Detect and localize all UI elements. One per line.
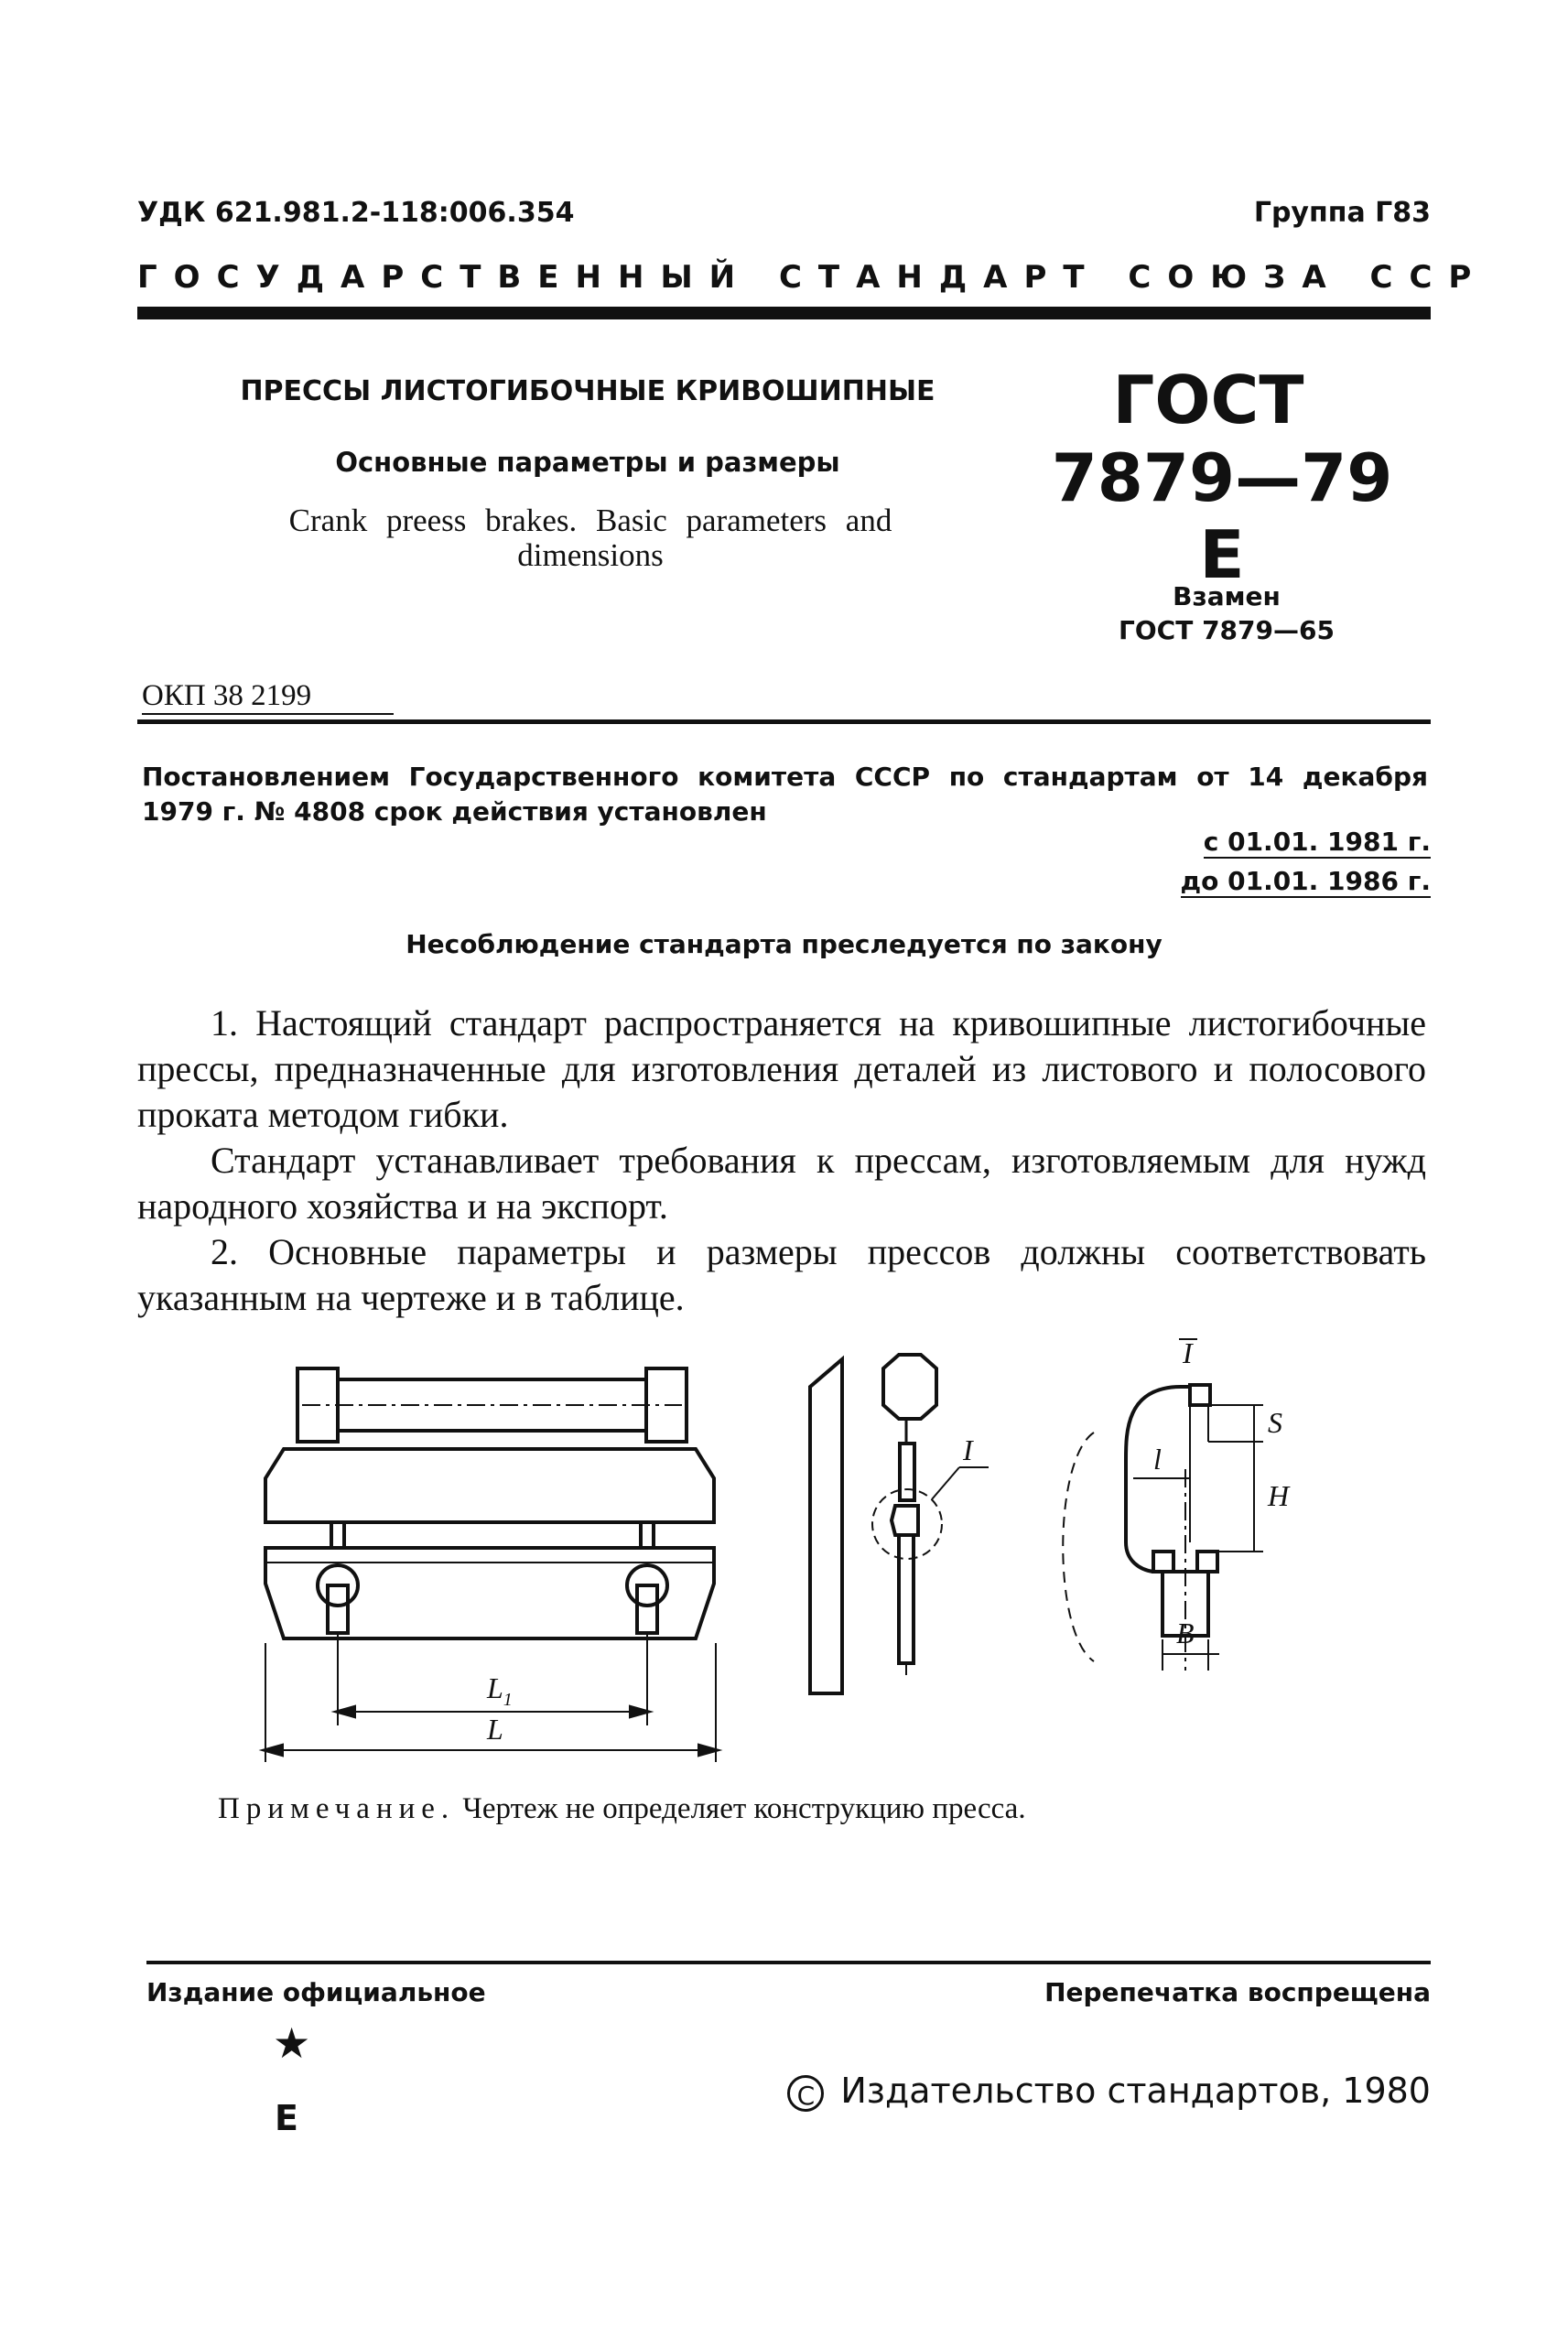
middle-rule: [137, 719, 1431, 724]
paragraph-2: Стандарт устанавливает требования к прессам, изготовляемым для нужд народного хозяйства и на экспорт.: [137, 1140, 1426, 1227]
detail-title-label: I: [1183, 1336, 1193, 1369]
gost-number: 7879—79 Е: [1051, 439, 1393, 593]
copyright-icon: C: [787, 2075, 824, 2112]
bottom-rule: [146, 1961, 1431, 1964]
dimension-label-s: S: [1268, 1406, 1282, 1439]
dimension-label-l1: $L_1$: [487, 1671, 513, 1710]
document-title: ПРЕССЫ ЛИСТОГИБОЧНЫЕ КРИВОШИПНЫЕ: [240, 375, 935, 407]
note-text: Чертеж не определяет конструкцию пресса.: [462, 1792, 1026, 1825]
validity-to: до 01.01. 1986 г.: [1180, 866, 1431, 896]
copyright-line: [787, 2071, 1431, 2112]
document-subtitle: Основные параметры и размеры: [335, 447, 840, 478]
press-drawing: [247, 1332, 1446, 1771]
export-letter: Е: [275, 2098, 298, 2138]
star-mark: ★: [273, 2018, 311, 2068]
group-code: Группа Г83: [1253, 197, 1431, 229]
paragraph-1: 1. Настоящий стандарт распространяется на кривошипные листогибочные прессы, предназначенные для изготовления деталей из листового и полосового проката методом гибки.: [137, 1002, 1426, 1135]
state-standard-heading: ГОСУДАРСТВЕННЫЙ СТАНДАРТ СОЮЗА ССР: [137, 259, 1488, 296]
copyright-text: Издательство стандартов, 1980: [840, 2071, 1431, 2111]
paragraph-3: 2. Основные параметры и размеры прессов должны соответствовать указанным на чертеже и в таблице.: [137, 1231, 1426, 1318]
detail-callout-label: I: [963, 1433, 973, 1466]
replaces-label: Взамен: [1173, 581, 1281, 611]
dimension-label-l: L: [487, 1713, 503, 1746]
dimension-label-h: H: [1268, 1479, 1290, 1512]
top-rule: [137, 307, 1431, 319]
gost-label: ГОСТ: [1112, 362, 1304, 438]
edition-label: Издание официальное: [146, 1977, 486, 2007]
detail-view: [1063, 1339, 1263, 1671]
dimension-label-b: B: [1176, 1617, 1195, 1649]
reprint-notice: Перепечатка воспрещена: [1044, 1977, 1431, 2007]
validity-from: с 01.01. 1981 г.: [1203, 827, 1431, 857]
note-label: Примечание.: [218, 1792, 456, 1825]
document-title-english: Crank preess brakes. Basic parameters and dimensions: [288, 503, 892, 573]
legal-warning: Несоблюдение стандарта преследуется по закону: [406, 929, 1162, 959]
drawing-note: [218, 1792, 1026, 1826]
body-text: [137, 1000, 1426, 1321]
udk-code: УДК 621.981.2-118:006.354: [137, 197, 575, 229]
replaces-value: ГОСТ 7879—65: [1119, 615, 1335, 645]
side-view: [810, 1355, 989, 1693]
dimension-label-l-small: l: [1153, 1443, 1162, 1476]
decree-text: Постановлением Государственного комитета СССР по стандартам от 14 декабря 1979 г. № 4808 срок действия установлен: [142, 762, 1428, 827]
okp-code: ОКП 38 2199: [142, 679, 394, 715]
